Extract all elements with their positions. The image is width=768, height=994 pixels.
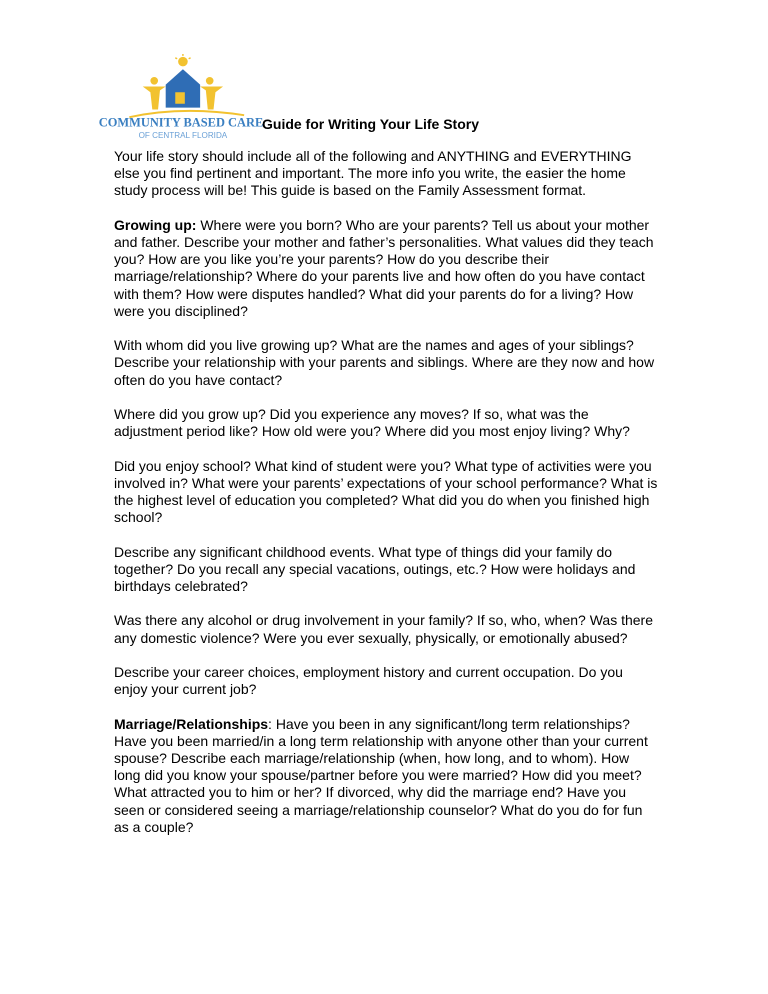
paragraph-text: Where were you born? Who are your parents? Tell us about your mother and father. Describe your mother and father’s personalities. What values did they teach you? How are you like you’re your parents? How do you describe their marriage/relationship? Where do your parents live and how often do you have contact with them? How were disputes handled? What did your parents do for a living? How were you disciplined? [114,216,654,319]
section-heading: Growing up: [114,216,197,233]
paragraph-text: Describe your career choices, employment history and current occupation. Do you enjoy your current job? [114,663,623,698]
paragraph [114,664,659,698]
growing-up-paragraph [114,217,659,320]
paragraph-text: Where did you grow up? Did you experience any moves? If so, what was the adjustment period like? How old were you? Where did you most enjoy living? Why? [114,406,630,440]
paragraph-text: Have you been married/in a long term relationship with anyone other than your current spouse? Describe each marriage/relationship (when, how long, and to whom). How long did you know your spouse/partner before you were married? How did you meet? What attracted you to him or her? If divorced, why did the marriage end? Have you seen or considered seeing a marriage/relationship counselor? What do you do for fun as a couple? [114,732,648,835]
paragraph-text: : Have you been in any significant/long term relationships? [268,715,630,732]
section-heading: Marriage/Relationships [114,715,269,732]
paragraph-text: With whom did you live growing up? What are the names and ages of your siblings? Describe your relationship with your parents and siblings. Where are they now and how often do you have contact? [114,337,655,388]
intro-paragraph [114,148,659,200]
paragraph [114,406,659,440]
paragraph [114,337,659,389]
paragraph [114,458,659,527]
paragraph [114,733,659,836]
paragraph-text: Your life story should include all of the following and ANYTHING and EVERYTHING else you find pertinent and important. The more info you write, the easier the home study process will be! This guide is based on the Family Assessment format. [114,148,632,199]
logo-line1: COMMUNITY BASED CARE [98,115,264,130]
paragraph-text: Describe any significant childhood events. What type of things did your family do together? Do you recall any special vacations, outings, etc.? How were holidays and birthdays celebrated? [114,543,636,594]
paragraph [114,612,659,646]
document-body [114,148,659,853]
community-based-care-logo [98,54,264,142]
document-title: Guide for Writing Your Life Story [262,116,480,132]
paragraph-text: Did you enjoy school? What kind of student were you? What type of activities were you involved in? What were your parents’ expectations of your school performance? What is the highest level of education you completed? What did you do when you finished high school? [114,457,658,526]
paragraph [114,544,659,596]
logo-line2: OF CENTRAL FLORIDA [138,131,228,141]
marriage-paragraph [114,716,659,733]
paragraph-text: Was there any alcohol or drug involvement in your family? If so, who, when? Was there any domestic violence? Were you ever sexually, physically, or emotionally abused? [114,612,653,646]
